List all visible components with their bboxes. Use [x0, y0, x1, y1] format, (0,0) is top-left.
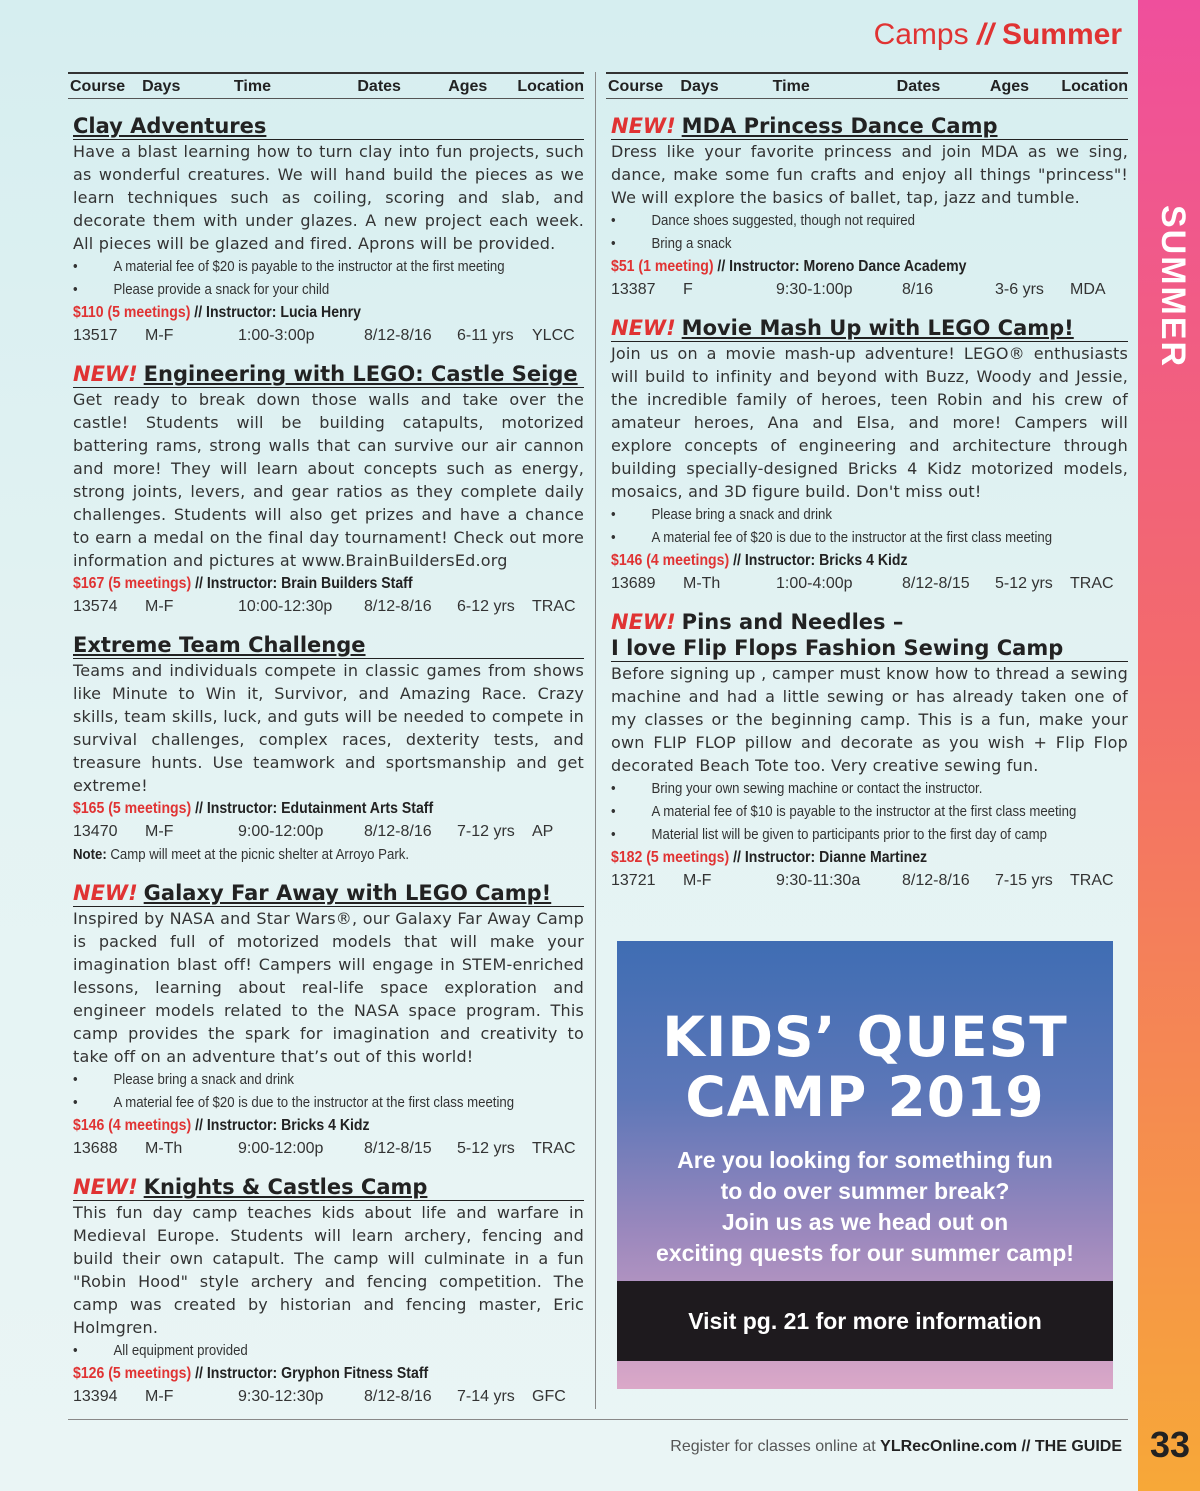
course-title[interactable]	[611, 609, 1128, 662]
course-title[interactable]	[611, 315, 1128, 342]
footer-text: Register for classes online at	[670, 1438, 881, 1455]
header-time: Time	[772, 78, 810, 95]
course-price: $167 (5 meetings)	[73, 575, 192, 592]
course-location: GFC	[532, 1388, 566, 1405]
course-note-item: • Please provide a snack for your child	[73, 278, 523, 301]
new-badge: NEW!	[73, 362, 138, 386]
course-time: 1:00-3:00p	[238, 327, 315, 344]
course-listing	[68, 1174, 584, 1408]
course-price-line	[611, 846, 1066, 869]
course-ages: 5-12 yrs	[995, 575, 1053, 592]
course-code[interactable]: 13689	[611, 575, 656, 592]
course-title[interactable]	[73, 1174, 584, 1201]
new-badge: NEW!	[611, 610, 676, 634]
header-dates: Dates	[896, 78, 941, 95]
course-instructor: // Instructor: Dianne Martinez	[729, 849, 928, 866]
header-location: Location	[517, 78, 584, 95]
course-dates: 8/12-8/16	[902, 872, 970, 889]
course-days: M-F	[145, 598, 174, 615]
column-divider	[595, 72, 596, 1409]
course-title[interactable]	[73, 113, 584, 140]
course-ages: 6-12 yrs	[457, 598, 515, 615]
course-price: $146 (4 meetings)	[73, 1117, 192, 1134]
course-dates: 8/12-8/15	[364, 1140, 432, 1157]
left-column	[68, 72, 584, 1408]
course-price-line	[73, 797, 523, 820]
course-note-item: • Bring your own sewing machine or contact the instructor.	[611, 777, 1066, 800]
course-title-text[interactable]: Engineering with LEGO: Castle Seige	[143, 362, 578, 386]
course-title-text[interactable]: MDA Princess Dance Camp	[681, 114, 998, 138]
course-price: $126 (5 meetings)	[73, 1365, 192, 1382]
course-code[interactable]: 13721	[611, 872, 656, 889]
course-notes	[73, 1339, 584, 1362]
course-title-text[interactable]: Extreme Team Challenge	[73, 633, 366, 657]
page-header	[874, 18, 1122, 52]
course-listing	[68, 361, 584, 618]
course-days: F	[683, 281, 693, 298]
course-note-item: • All equipment provided	[73, 1339, 523, 1362]
course-title-text[interactable]: Pins and Needles –	[681, 610, 904, 634]
header-separator: //	[976, 18, 994, 51]
footer-site-link[interactable]: YLRecOnline.com	[880, 1438, 1018, 1455]
course-schedule-row	[73, 1137, 584, 1160]
header-time: Time	[233, 78, 271, 95]
course-description: Dress like your favorite princess and join MDA as we sing, dance, make some fun crafts and enjoy all things "princess"! We will explore the basics of ballet, tap, jazz and tumble.	[611, 142, 1128, 207]
course-schedule-row	[611, 869, 1128, 892]
course-price: $182 (5 meetings)	[611, 849, 730, 866]
course-dates: 8/12-8/16	[364, 598, 432, 615]
course-price-line	[611, 549, 1066, 572]
course-schedule-row	[73, 1385, 584, 1408]
course-instructor: // Instructor: Brain Builders Staff	[191, 575, 413, 592]
course-location: TRAC	[532, 1140, 576, 1157]
ad-title-line2: CAMP 2019	[685, 1065, 1045, 1129]
course-dates: 8/12-8/16	[364, 327, 432, 344]
course-instructor: // Instructor: Moreno Dance Academy	[713, 258, 967, 275]
course-notes	[611, 503, 1128, 549]
course-note-text: Camp will meet at the picnic shelter at Arroyo Park.	[106, 846, 409, 863]
course-ages: 5-12 yrs	[457, 1140, 515, 1157]
course-price-line	[611, 255, 1066, 278]
course-time: 9:30-1:00p	[776, 281, 853, 298]
course-notes	[611, 777, 1128, 846]
course-days: M-F	[145, 823, 174, 840]
course-location: YLCC	[532, 327, 575, 344]
header-section: Camps	[873, 18, 969, 51]
ad-body-line: to do over summer break?	[720, 1178, 1010, 1204]
course-list-left	[68, 113, 584, 1408]
course-code[interactable]: 13387	[611, 281, 656, 298]
course-code[interactable]: 13574	[73, 598, 118, 615]
course-description: Before signing up , camper must know how to thread a sewing machine and had a little sewing or has already taken one of my classes or the beginning camp. This is a fun, make your own FLIP FLOP pillow and decorate as you wish + Flip Flop decorated Beach Tote too. Very creative sewing fun.	[611, 664, 1128, 775]
course-description: Join us on a movie mash-up adventure! LEGO® enthusiasts will build to infinity and beyond with Buzz, Woody and Jessie, the incredible family of heroes, teen Robin and his crew of amateur heroes, Ana and Elsa, and more! Campers will explore concepts of engineering and architecture through building specially-designed Bricks 4 Kidz motorized models, mosaics, and 3D figure build. Don't miss out!	[611, 344, 1128, 501]
course-note-item: • Material list will be given to participants prior to the first day of camp	[611, 823, 1066, 846]
course-notes	[611, 209, 1128, 255]
footer	[670, 1438, 1122, 1456]
course-price: $165 (5 meetings)	[73, 800, 192, 817]
course-note	[73, 843, 523, 866]
course-listing	[68, 880, 584, 1160]
header-days: Days	[142, 78, 181, 95]
course-listing	[606, 113, 1128, 301]
right-column	[606, 72, 1128, 892]
header-dates: Dates	[357, 78, 401, 95]
course-instructor: // Instructor: Bricks 4 Kidz	[191, 1117, 370, 1134]
header-ages: Ages	[448, 78, 488, 95]
header-subsection: Summer	[1001, 18, 1122, 51]
course-price-line	[73, 1362, 523, 1385]
course-note-item: • Please bring a snack and drink	[611, 503, 1066, 526]
course-schedule-row	[611, 278, 1128, 301]
course-instructor: // Instructor: Lucia Henry	[190, 304, 361, 321]
course-schedule-row	[73, 595, 584, 618]
course-note-item: • Dance shoes suggested, though not required	[611, 209, 1066, 232]
course-price-line	[73, 301, 523, 324]
ad-body-line: Are you looking for something fun	[677, 1147, 1053, 1173]
course-code[interactable]: 13470	[73, 823, 118, 840]
ad-body-line: exciting quests for our summer camp!	[656, 1240, 1074, 1266]
course-location: TRAC	[532, 598, 576, 615]
course-days: M-Th	[145, 1140, 183, 1157]
header-course: Course	[70, 78, 126, 95]
header-location: Location	[1061, 78, 1128, 95]
course-title[interactable]	[73, 632, 584, 659]
course-title[interactable]	[611, 113, 1128, 140]
course-time: 1:00-4:00p	[776, 575, 853, 592]
course-location: TRAC	[1070, 575, 1114, 592]
course-dates: 8/16	[902, 281, 934, 298]
course-note-label: Note:	[73, 846, 107, 863]
course-code[interactable]: 13394	[73, 1388, 118, 1405]
course-price: $146 (4 meetings)	[611, 552, 730, 569]
course-title-text[interactable]: Clay Adventures	[73, 114, 267, 138]
course-note-item: • Please bring a snack and drink	[73, 1068, 523, 1091]
new-badge: NEW!	[73, 1175, 138, 1199]
course-description: Have a blast learning how to turn clay into fun projects, such as wonderful creatures. We will hand build the pieces as we learn techniques such as coiling, scoring and slab, and decorate them with under glazes. A new project each week. All pieces will be glazed and fired. Aprons will be provided.	[73, 142, 584, 253]
course-days: M-Th	[683, 575, 721, 592]
course-ages: 7-15 yrs	[995, 872, 1053, 889]
course-description: Inspired by NASA and Star Wars®, our Galaxy Far Away Camp is packed full of motorized models that will make your imagination blast off! Campers will engage in STEM-enriched lessons, learning about real-life space exploration and engineer models related to the NASA space program. This camp provides the spark for imagination and creativity to take off on an adventure that’s out of this world!	[73, 909, 584, 1066]
course-listing	[68, 632, 584, 866]
course-ages: 3-6 yrs	[995, 281, 1044, 298]
course-location: AP	[532, 823, 554, 840]
new-badge: NEW!	[73, 881, 138, 905]
course-note-item: • A material fee of $20 is payable to the instructor at the first meeting	[73, 255, 523, 278]
course-location: MDA	[1070, 281, 1106, 298]
course-instructor: // Instructor: Gryphon Fitness Staff	[191, 1365, 429, 1382]
course-list-right	[606, 113, 1128, 892]
course-title-text[interactable]: Movie Mash Up with LEGO Camp!	[681, 316, 1074, 340]
course-time: 9:00-12:00p	[238, 1140, 324, 1157]
ad-cta[interactable]: Visit pg. 21 for more information	[617, 1281, 1113, 1361]
course-description: Teams and individuals compete in classic games from shows like Minute to Win it, Survivor, and Amazing Race. Crazy skills, team skills, luck, and guts will be needed to compete in survival challenges, complex races, dexterity tests, and treasure hunts. Use teamwork and sportsmanship and get extreme!	[73, 661, 584, 795]
kids-quest-ad[interactable]	[617, 941, 1113, 1389]
column-header	[68, 72, 584, 99]
new-badge: NEW!	[611, 316, 676, 340]
course-schedule-row	[611, 572, 1128, 595]
ad-title-line1: KIDS’ QUEST	[662, 1005, 1068, 1069]
footer-guide: THE GUIDE	[1034, 1438, 1122, 1455]
course-code[interactable]: 13688	[73, 1140, 118, 1157]
course-title-text[interactable]: Galaxy Far Away with LEGO Camp!	[143, 881, 552, 905]
section-sidebar	[1138, 0, 1200, 1491]
course-ages: 6-11 yrs	[457, 327, 514, 344]
course-listing	[606, 315, 1128, 595]
new-badge: NEW!	[611, 114, 676, 138]
course-price: $51 (1 meeting)	[611, 258, 714, 275]
footer-divider	[68, 1419, 1128, 1420]
course-price-line	[73, 1114, 523, 1137]
course-dates: 8/12-8/15	[902, 575, 970, 592]
course-instructor: // Instructor: Edutainment Arts Staff	[191, 800, 434, 817]
header-days: Days	[680, 78, 719, 95]
course-note-item: • A material fee of $20 is due to the instructor at the first class meeting	[73, 1091, 523, 1114]
header-ages: Ages	[989, 78, 1030, 95]
sidebar-label: SUMMER	[1154, 205, 1192, 369]
course-description: Get ready to break down those walls and take over the castle! Students will be building catapults, motorized battering rams, strong walls that can survive our air cannon and more! They will learn about concepts such as energy, strong joints, levers, and gear ratios as they complete daily challenges. Students will also get prizes and have a chance to earn a medal on the final day tournament! Check out more information and pictures at www.BrainBuildersEd.org	[73, 390, 584, 570]
course-notes	[73, 255, 584, 301]
course-listing	[606, 609, 1128, 892]
course-ages: 7-14 yrs	[457, 1388, 515, 1405]
course-dates: 8/12-8/16	[364, 1388, 432, 1405]
course-dates: 8/12-8/16	[364, 823, 432, 840]
course-listing	[68, 113, 584, 347]
course-schedule-row	[73, 820, 584, 843]
course-note-item: • A material fee of $10 is payable to the instructor at the first class meeting	[611, 800, 1066, 823]
course-title-text-2[interactable]: I love Flip Flops Fashion Sewing Camp	[611, 636, 1064, 660]
ad-body-line: Join us as we head out on	[721, 1209, 1009, 1235]
course-price-line	[73, 572, 523, 595]
course-description: This fun day camp teaches kids about life and warfare in Medieval Europe. Students will learn archery, fencing and build their own catapult. The camp will culminate in a fun "Robin Hood" style archery and fencing competition. The camp was created by historian and fencing master, Eric Holmgren.	[73, 1203, 584, 1337]
course-schedule-row	[73, 324, 584, 347]
course-instructor: // Instructor: Bricks 4 Kidz	[729, 552, 908, 569]
ad-body	[617, 1145, 1113, 1269]
course-title-text[interactable]: Knights & Castles Camp	[143, 1175, 428, 1199]
column-header	[606, 72, 1128, 99]
course-time: 10:00-12:30p	[238, 598, 333, 615]
course-days: M-F	[145, 1388, 174, 1405]
page-number: 33	[1149, 1424, 1190, 1465]
course-code[interactable]: 13517	[73, 327, 118, 344]
course-note-item: • Bring a snack	[611, 232, 1066, 255]
course-notes	[73, 1068, 584, 1114]
course-days: M-F	[683, 872, 712, 889]
course-title[interactable]	[73, 361, 584, 388]
course-time: 9:00-12:00p	[238, 823, 324, 840]
course-title[interactable]	[73, 880, 584, 907]
course-days: M-F	[145, 327, 174, 344]
course-ages: 7-12 yrs	[457, 823, 515, 840]
course-time: 9:30-12:30p	[238, 1388, 324, 1405]
course-price: $110 (5 meetings)	[73, 304, 191, 321]
header-course: Course	[608, 78, 664, 95]
course-time: 9:30-11:30a	[776, 872, 861, 889]
course-location: TRAC	[1070, 872, 1114, 889]
footer-separator: //	[1017, 1438, 1035, 1455]
ad-title	[617, 1007, 1113, 1127]
course-note-item: • A material fee of $20 is due to the instructor at the first class meeting	[611, 526, 1066, 549]
